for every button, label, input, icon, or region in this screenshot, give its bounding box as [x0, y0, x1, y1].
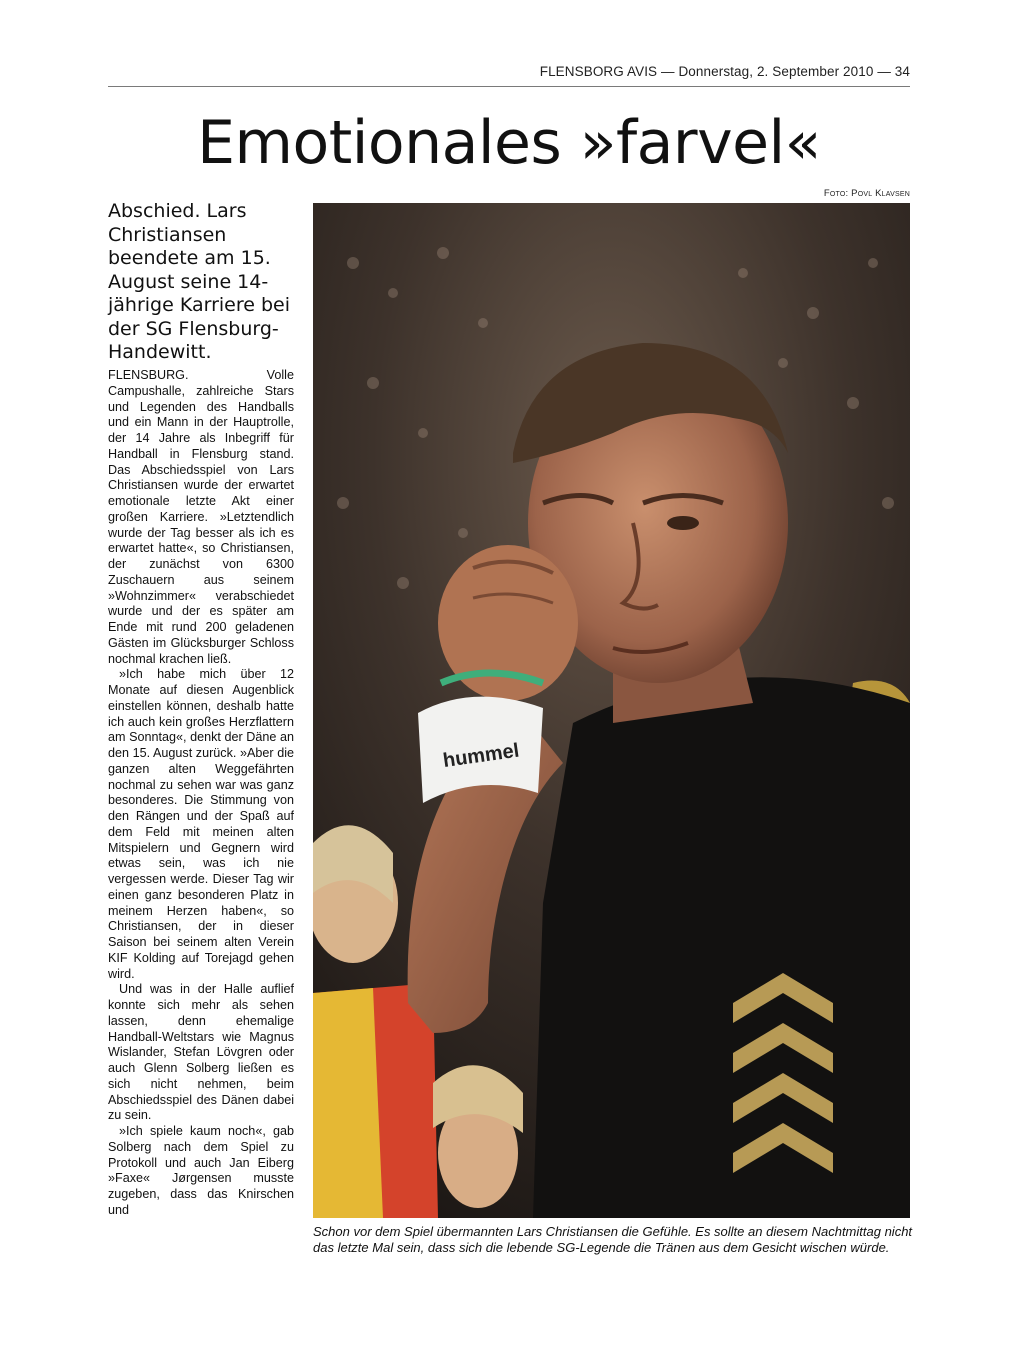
body-paragraph: FLENSBURG. Volle Campushalle, zahlreiche Stars und Legenden des Handballs und ein Mann in der Hauptrolle, der 14 Jahre als Inbegriff für Handball in Flensburg stand. Das Abschiedsspiel von Lars Christiansen wurde der erwartet emotionale letzte Akt einer großen Karriere. »Letztendlich wurde der Tag besser als ich es erwartet hatte«, so Christiansen, der zunächst von 6300 Zuschauern aus seinem »Wohnzimmer« verabschiedet wurde und der es später am Ende mit rund 200 geladenen Gästen im Glücksburger Schloss nochmal krachen ließ. — [108, 368, 294, 666]
page-header: FLENSBORG AVIS — Donnerstag, 2. September 2010 — 34 — [108, 64, 910, 87]
article-photo — [313, 203, 910, 1218]
body-paragraph: Und was in der Halle auflief konnte sich mehr als sehen lassen, denn ehemalige Handball-Weltstars wie Magnus Wislander, Stefan Lövgren oder auch Glenn Solberg ließen es sich nicht nehmen, beim Abschiedsspiel des Dänen dabei zu sein. — [108, 982, 294, 1123]
photo-caption: Schon vor dem Spiel übermannten Lars Christiansen die Gefühle. Es sollte an diesem Nachtmittag nicht das letzte Mal sein, dass sich die lebende SG-Legende die Tränen aus dem Gesicht wischen würde. — [313, 1224, 913, 1255]
article-body — [108, 368, 294, 1288]
wristband-logo: hummel — [441, 739, 521, 773]
photo-credit: Foto: Povl Klavsen — [823, 188, 910, 199]
body-paragraph: »Ich spiele kaum noch«, gab Solberg nach dem Spiel zu Protokoll und auch Jan Eiberg »Faxe« Jørgensen musste zugeben, dass das Knirschen und — [108, 1124, 294, 1217]
photo-illustration — [313, 203, 910, 1218]
body-paragraph: »Ich habe mich über 12 Monate auf diesen Augenblick einstellen können, deshalb hatte ich auch kein großes Herzflattern am Sonntag«, denkt der Däne an den 15. August zurück. »Aber die ganzen alten Weggefährten nochmal zu sehen war was ganz besonderes. Die Stimmung von den Rängen und der Spaß auf dem Feld mit meinen alten Mitspielern und Gegnern wird etwas sein, was ich nie vergessen werde. Dieser Tag wir einen ganz besonderen Platz in meinem Herzen haben«, so Christiansen, der in dieser Saison bei seinem alten Verein KIF Kolding auf Torejagd gehen wird. — [108, 667, 294, 981]
lede: Abschied. Lars Christiansen beendete am 15. August seine 14-jährige Karriere bei der SG Flensburg-Handewitt. — [108, 200, 291, 363]
headline: Emotionales »farvel« — [197, 108, 821, 178]
